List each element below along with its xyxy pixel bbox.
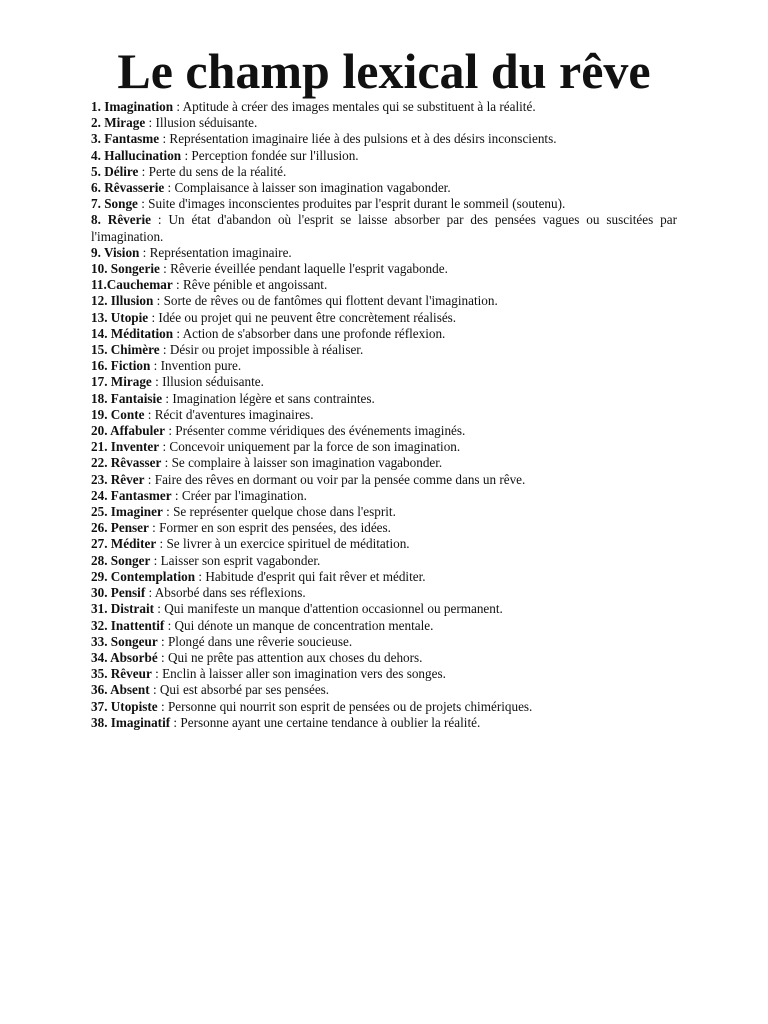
entry-number: 22. xyxy=(91,455,111,471)
list-item xyxy=(91,164,677,180)
entry-word: Mirage xyxy=(104,115,146,131)
list-item xyxy=(91,682,677,698)
entry-separator: : xyxy=(159,439,170,455)
entry-number: 27. xyxy=(91,536,111,552)
entry-number: 1. xyxy=(91,99,105,114)
entry-separator: : xyxy=(162,504,174,520)
entry-separator: : xyxy=(181,147,192,163)
entry-number: 17. xyxy=(91,374,111,390)
list-item xyxy=(91,212,677,244)
list-item xyxy=(91,99,677,115)
entry-number: 10. xyxy=(91,261,111,277)
entry-word: Absorbé xyxy=(110,649,158,665)
entry-term xyxy=(91,277,173,292)
entry-word: Délire xyxy=(104,163,139,179)
list-item xyxy=(91,439,677,455)
list-item xyxy=(91,374,677,390)
entry-number: 12. xyxy=(91,293,111,309)
entry-number: 34. xyxy=(91,649,111,665)
entry-term xyxy=(91,261,160,276)
entry-word: Illusion xyxy=(110,293,154,309)
entry-number: 26. xyxy=(91,520,111,536)
entry-term xyxy=(91,245,139,260)
entry-word: Imaginer xyxy=(110,504,163,520)
entry-definition: Se complaire à laisser son imagination vagabonder. xyxy=(171,455,443,471)
lexicon-list xyxy=(91,99,677,731)
entry-word: Contemplation xyxy=(110,568,196,584)
entry-word: Méditer xyxy=(110,536,157,552)
entry-number: 20. xyxy=(91,423,111,439)
entry-number: 21. xyxy=(91,439,111,455)
entry-term xyxy=(91,342,160,357)
entry-term xyxy=(91,180,164,195)
entry-term xyxy=(91,212,151,227)
entry-definition: Illusion séduisante. xyxy=(155,115,258,131)
list-item xyxy=(91,391,677,407)
entry-word: Mirage xyxy=(110,374,152,390)
entry-word: Rêverie xyxy=(107,212,151,228)
entry-term xyxy=(91,699,158,714)
entry-definition: Qui dénote un manque de concentration mentale. xyxy=(174,617,434,633)
entry-separator: : xyxy=(161,455,172,471)
entry-separator: : xyxy=(144,471,155,487)
entry-number: 23. xyxy=(91,471,111,487)
list-item xyxy=(91,455,677,471)
entry-term xyxy=(91,682,150,697)
entry-word: Fiction xyxy=(110,358,151,374)
list-item xyxy=(91,358,677,374)
entry-term xyxy=(91,455,161,470)
entry-term xyxy=(91,423,165,438)
entry-definition: Action de s'absorber dans une profonde réflexion. xyxy=(182,325,446,341)
entry-word: Inventer xyxy=(110,439,160,455)
entry-number: 15. xyxy=(91,342,111,358)
entry-term xyxy=(91,115,145,130)
entry-separator: : xyxy=(162,390,173,406)
entry-definition: Se représenter quelque chose dans l'esprit. xyxy=(173,504,396,520)
list-item xyxy=(91,585,677,601)
entry-separator: : xyxy=(149,682,160,698)
entry-term xyxy=(91,569,195,584)
entry-term xyxy=(91,407,144,422)
entry-term xyxy=(91,310,148,325)
entry-number: 5. xyxy=(91,163,105,179)
list-item xyxy=(91,553,677,569)
entry-number: 31. xyxy=(91,601,111,617)
list-item xyxy=(91,488,677,504)
list-item xyxy=(91,569,677,585)
entry-term xyxy=(91,131,159,146)
entry-separator: : xyxy=(138,163,149,179)
entry-definition: Enclin à laisser aller son imagination vers des songes. xyxy=(162,666,446,682)
entry-separator: : xyxy=(151,374,163,390)
entry-number: 2. xyxy=(91,115,105,131)
entry-definition: Qui est absorbé par ses pensées. xyxy=(159,682,330,698)
entry-separator: : xyxy=(148,309,159,325)
entry-term xyxy=(91,472,144,487)
entry-number: 11. xyxy=(91,277,107,293)
entry-number: 32. xyxy=(91,617,111,633)
entry-word: Songe xyxy=(104,196,138,212)
entry-definition: Imagination légère et sans contraintes. xyxy=(172,390,375,406)
list-item xyxy=(91,504,677,520)
entry-number: 38. xyxy=(91,714,111,730)
list-item xyxy=(91,699,677,715)
entry-definition: Plongé dans une rêverie soucieuse. xyxy=(167,633,353,649)
entry-separator: : xyxy=(145,115,156,131)
entry-definition: Perte du sens de la réalité. xyxy=(148,163,287,179)
entry-number: 24. xyxy=(91,487,111,503)
entry-separator: : xyxy=(165,423,176,439)
entry-number: 16. xyxy=(91,358,111,374)
entry-definition: Se livrer à un exercice spirituel de méditation. xyxy=(166,536,410,552)
entry-word: Conte xyxy=(110,406,145,422)
entry-term xyxy=(91,439,159,454)
entry-separator: : xyxy=(173,325,183,341)
list-item xyxy=(91,407,677,423)
entry-separator: : xyxy=(145,585,155,601)
list-item xyxy=(91,293,677,309)
entry-separator: : xyxy=(157,633,168,649)
entry-word: Inattentif xyxy=(110,617,165,633)
entry-separator: : xyxy=(144,406,155,422)
entry-separator: : xyxy=(170,714,181,730)
entry-term xyxy=(91,520,149,535)
entry-definition: Un état d'abandon où l'esprit se laisse absorber par des pensées vagues ou suscitées par l'imagination. xyxy=(91,212,678,244)
entry-term xyxy=(91,715,170,730)
entry-term xyxy=(91,293,153,308)
entry-definition: Former en son esprit des pensées, des idées. xyxy=(159,520,391,536)
entry-number: 19. xyxy=(91,406,111,422)
entry-word: Songeur xyxy=(110,633,158,649)
entry-number: 35. xyxy=(91,666,111,682)
entry-definition: Faire des rêves en dormant ou voir par la pensée comme dans un rêve. xyxy=(154,471,526,487)
entry-word: Rêvasser xyxy=(110,455,162,471)
entry-number: 7. xyxy=(91,196,105,212)
entry-separator: : xyxy=(156,536,167,552)
entry-definition: Illusion séduisante. xyxy=(162,374,264,390)
entry-word: Imaginatif xyxy=(110,714,171,730)
entry-term xyxy=(91,164,138,179)
entry-number: 25. xyxy=(91,504,111,520)
entry-separator: : xyxy=(171,487,182,503)
entry-separator: : xyxy=(159,131,170,147)
list-item xyxy=(91,180,677,196)
list-item xyxy=(91,520,677,536)
entry-word: Distrait xyxy=(110,601,154,617)
list-item xyxy=(91,196,677,212)
entry-number: 14. xyxy=(91,325,111,341)
entry-separator: : xyxy=(150,552,161,568)
entry-word: Penser xyxy=(110,520,149,536)
entry-term xyxy=(91,618,164,633)
entry-word: Rêveur xyxy=(110,666,152,682)
list-item xyxy=(91,666,677,682)
entry-word: Cauchemar xyxy=(106,277,173,293)
entry-number: 6. xyxy=(91,180,105,196)
entry-word: Songerie xyxy=(110,261,160,277)
list-item xyxy=(91,601,677,617)
entry-separator: : xyxy=(157,698,168,714)
entry-term xyxy=(91,504,163,519)
entry-separator: : xyxy=(150,358,161,374)
entry-term xyxy=(91,585,145,600)
list-item xyxy=(91,618,677,634)
entry-word: Fantasme xyxy=(104,131,160,147)
entry-separator: : xyxy=(154,601,165,617)
entry-definition: Représentation imaginaire. xyxy=(149,244,292,260)
entry-number: 37. xyxy=(91,698,111,714)
list-item xyxy=(91,342,677,358)
list-item xyxy=(91,131,677,147)
entry-word: Méditation xyxy=(110,325,174,341)
entry-word: Chimère xyxy=(110,342,160,358)
entry-word: Rêver xyxy=(110,471,145,487)
entry-term xyxy=(91,488,172,503)
entry-number: 29. xyxy=(91,568,111,584)
list-item xyxy=(91,261,677,277)
entry-definition: Représentation imaginaire liée à des pulsions et à des désirs inconscients. xyxy=(169,131,557,147)
entry-separator: : xyxy=(157,649,168,665)
entry-definition: Désir ou projet impossible à réaliser. xyxy=(169,342,364,358)
entry-term xyxy=(91,553,150,568)
entry-definition: Rêverie éveillée pendant laquelle l'esprit vagabonde. xyxy=(170,261,448,277)
entry-separator: : xyxy=(159,342,170,358)
list-item xyxy=(91,148,677,164)
entry-term xyxy=(91,536,156,551)
entry-term xyxy=(91,666,152,681)
entry-separator: : xyxy=(164,180,175,196)
entry-definition: Qui ne prête pas attention aux choses du dehors. xyxy=(167,649,423,665)
list-item xyxy=(91,277,677,293)
entry-word: Pensif xyxy=(110,585,146,601)
entry-definition: Idée ou projet qui ne peuvent être concrètement réalisés. xyxy=(158,309,457,325)
entry-definition: Concevoir uniquement par la force de son imagination. xyxy=(169,439,461,455)
entry-term xyxy=(91,391,162,406)
entry-separator: : xyxy=(164,617,175,633)
entry-definition: Qui manifeste un manque d'attention occasionnel ou permanent. xyxy=(164,601,503,617)
entry-term xyxy=(91,99,173,114)
entry-separator: : xyxy=(139,244,150,260)
entry-number: 13. xyxy=(91,309,111,325)
entry-definition: Complaisance à laisser son imagination vagabonder. xyxy=(174,180,451,196)
entry-separator: : xyxy=(151,212,169,228)
entry-word: Utopie xyxy=(110,309,149,325)
entry-definition: Perception fondée sur l'illusion. xyxy=(191,147,359,163)
list-item xyxy=(91,634,677,650)
entry-separator: : xyxy=(195,568,206,584)
entry-definition: Rêve pénible et angoissant. xyxy=(182,277,328,293)
entry-separator: : xyxy=(172,277,183,293)
entry-term xyxy=(91,196,138,211)
entry-separator: : xyxy=(159,261,171,277)
entry-number: 30. xyxy=(91,585,111,601)
entry-word: Fantaisie xyxy=(110,390,163,406)
entry-word: Rêvasserie xyxy=(104,180,165,196)
list-item xyxy=(91,423,677,439)
entry-term xyxy=(91,326,173,341)
list-item xyxy=(91,650,677,666)
list-item xyxy=(91,715,677,731)
entry-term xyxy=(91,358,150,373)
list-item xyxy=(91,326,677,342)
entry-separator: : xyxy=(173,99,183,114)
page-title: Le champ lexical du rêve xyxy=(117,43,651,99)
entry-definition: Habitude d'esprit qui fait rêver et méditer. xyxy=(205,568,426,584)
entry-definition: Personne ayant une certaine tendance à oublier la réalité. xyxy=(180,714,481,730)
entry-definition: Sorte de rêves ou de fantômes qui flottent devant l'imagination. xyxy=(163,293,498,309)
entry-definition: Créer par l'imagination. xyxy=(181,487,307,503)
entry-term xyxy=(91,374,152,389)
entry-number: 36. xyxy=(91,682,111,698)
list-item xyxy=(91,472,677,488)
entry-definition: Laisser son esprit vagabonder. xyxy=(160,552,321,568)
entry-definition: Récit d'aventures imaginaires. xyxy=(154,406,314,422)
entry-word: Imagination xyxy=(104,99,174,114)
entry-number: 28. xyxy=(91,552,111,568)
entry-term xyxy=(91,148,181,163)
entry-number: 8. xyxy=(91,212,108,228)
entry-separator: : xyxy=(151,666,163,682)
list-item xyxy=(91,536,677,552)
list-item xyxy=(91,310,677,326)
entry-term xyxy=(91,634,158,649)
entry-separator: : xyxy=(153,293,164,309)
entry-definition: Aptitude à créer des images mentales qui se substituent à la réalité. xyxy=(182,99,536,114)
entry-word: Fantasmer xyxy=(110,487,172,503)
entry-definition: Invention pure. xyxy=(160,358,242,374)
entry-separator: : xyxy=(148,520,160,536)
entry-number: 4. xyxy=(91,147,105,163)
entry-definition: Présenter comme véridiques des événements imaginés. xyxy=(175,423,466,439)
entry-word: Songer xyxy=(110,552,151,568)
entry-term xyxy=(91,650,158,665)
entry-word: Vision xyxy=(103,244,140,260)
entry-word: Absent xyxy=(110,682,150,698)
entry-definition: Absorbé dans ses réflexions. xyxy=(154,585,306,601)
entry-word: Utopiste xyxy=(110,698,158,714)
entry-definition: Personne qui nourrit son esprit de pensées ou de projets chimériques. xyxy=(167,698,533,714)
entry-separator: : xyxy=(137,196,149,212)
entry-number: 18. xyxy=(91,390,111,406)
list-item xyxy=(91,115,677,131)
entry-number: 9. xyxy=(91,244,104,260)
list-item xyxy=(91,245,677,261)
entry-number: 3. xyxy=(91,131,105,147)
entry-word: Affabuler xyxy=(110,423,166,439)
entry-definition: Suite d'images inconscientes produites par l'esprit durant le sommeil (soutenu). xyxy=(148,196,566,212)
entry-number: 33. xyxy=(91,633,111,649)
entry-word: Hallucination xyxy=(104,147,182,163)
entry-term xyxy=(91,601,154,616)
